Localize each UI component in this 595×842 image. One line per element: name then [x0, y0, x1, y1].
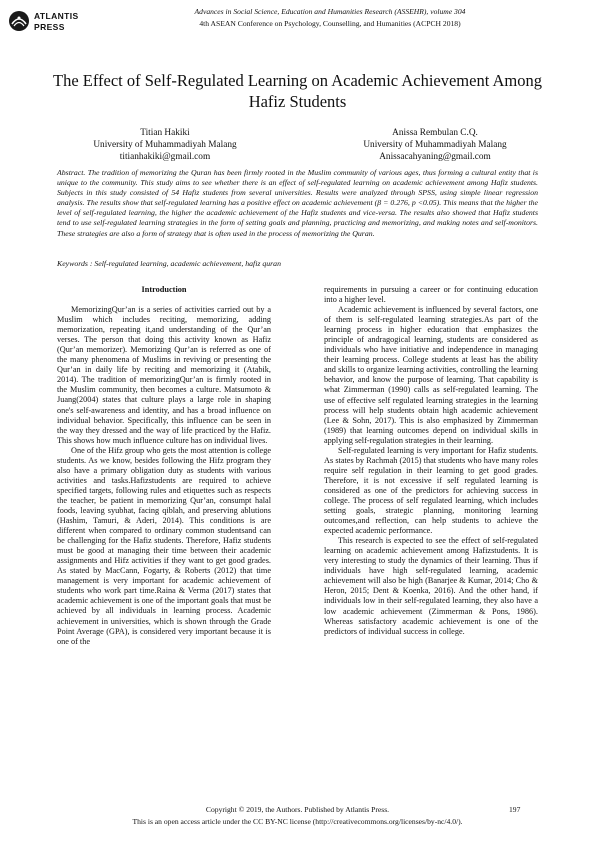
author-block-1: [50, 127, 280, 163]
paragraph: This research is expected to see the effect of self-regulated learning on academic achievement among Hafizstudents. It is very interesting to study the dynamics of their learning. Thus if individuals have high self-regulated learning, academic achievement will also be high (Banarjee & Kumar, 2014; Cho & Heron, 2015; Dent & Koenka, 2016). And the other hand, if individuals low in their self-regulated learning, they also have a low academic achievement (Zimmerman & Pons, 1986). Whereas satisfactory academic achievement is one of the predictors of individual success in college.: [324, 536, 538, 636]
author-email[interactable]: titianhakiki@gmail.com: [119, 152, 211, 162]
abstract: Abstract. The tradition of memorizing the Quran has been firmly rooted in the Muslim community of various ages, thus forming a cultural entity that is unique to the community. This study aims to see whether there is an effect of self-regulated learning on academic achievement among Hafiz students. Subjects in this study consisted of 54 Hafiz students from several universities. Results were analyzed through SPSS, using simple linear regression analysis. The results show that self-regulated learning has a positive effect on academic achievement (β = 0.276, p <0.05). This means that the higher the level of self-regulated learning, the higher the academic achievement of the Hafiz students and vice-versa. The results also showed that Hafiz students tend to use self-regulated learning strategies in the form of setting goals and planning, practicing and memorizing, and making notes and self-monitors. These strategies are also a form of strategy that is often used in the process of memorizing the Quran.: [57, 168, 538, 238]
logo-line-2: PRESS: [34, 22, 65, 32]
author-block-2: [320, 127, 550, 163]
journal-header: Advances in Social Science, Education and Humanities Research (ASSEHR), volume 304: [194, 7, 466, 16]
footer-license[interactable]: This is an open access article under the CC BY-NC license (http://creativecommons.org/licenses/by-nc/4.0/).: [132, 817, 463, 826]
paragraph: MemorizingQur’an is a series of activities carried out by a Muslim which includes reciting, memorizing, adding memorization, repeating it,and understanding of the Qur’an verses. The person that doing this activity known as Hafiz (Qur’an memorizer). Memorizing Qur’an is referred as one of the many phenomena of Muslims in reviving or presenting the Qur’an in daily life by reciting and memorizing it (Atabik, 2014). The tradition of memorizingQur’an is firmly rooted in the Muslim community, then becomes a culture. Matsumoto & Juang(2004) states that culture plays a large role in shaping one's self-awareness and identity, and has a broad influence on individual behavior. Specifically, this influence can be seen in the way they dressed and the way of life practiced by the Hafiz. This shows how much influence culture has on individual lives.: [57, 305, 271, 445]
paragraph: One of the Hifz group who gets the most attention is college students. As we know, besides following the Hifz program they also have a primary obligation duty as students with various activities and tasks.Hafizstudents are required to achieve specified targets, following rules and etiquettes such as respects the teacher, be patient in memorizing Qur’an, consumpt halal foods, leaving syubhat, facing qiblah, and preserving ablutions (Hashim, Tamuri, & Aderi, 2014). This conditions is are different when compared to ordinary common studentsand can be challenging for the Hafiz students. Therefore, Hafiz students must be good at managing their time between their academic assignments and Hifz activities if they want to get good grades. As stated by MacCann, Fogarty, & Roberts (2012) that time management is very important for academic achievement of students who work part time.Raina & Verma (2017) states that academic achievement is one of the important goals that must be achieved by all individuals in learning process. Academic achievement in universities, which is shown through the Grade Point Average (GPA), is considered very important because it is one of the: [57, 445, 271, 646]
conference-header: 4th ASEAN Conference on Psychology, Counselling, and Humanities (ACPCH 2018): [199, 19, 461, 28]
paragraph: requirements in pursuing a career or for continuing education into a higher level.: [324, 285, 538, 305]
keywords: Keywords : Self-regulated learning, academic achievement, hafiz quran: [57, 259, 281, 268]
paragraph: Self-regulated learning is very important for Hafiz students. As states by Rachmah (2015) that students who have many roles require self regulation in their learning to get good grades. Therefore, it is not excessive if self regulated learning is considered as one of the predictors for achieving success in college. The process of self regulated learning, which includes setting goals, strategic planning, monitoring learning outcomes,and reflection, can help students to achieve the expected academic performance.: [324, 445, 538, 536]
footer-copyright: Copyright © 2019, the Authors. Published by Atlantis Press.: [205, 805, 390, 814]
author-affiliation: University of Muhammadiyah Malang: [93, 140, 237, 150]
section-title: Introduction: [141, 285, 187, 294]
atlantis-press-logo: [8, 8, 98, 38]
logo-wordmark: [34, 11, 79, 33]
paragraph: Academic achievement is influenced by several factors, one of them is self-regulated learning strategies.As part of the learning process in higher education that emphasizes the principle of andragogical learning, students are considered as individuals who have initiative and independence in managing their learning process. College students at least has the ability and skills to organize learning activities, controlling the learning behavior, and know the purpose of learning. That capability is what Zimmerman (1990) calls as self-regulated learning. The use of effective self regulated learning strategies in the learning process will help students obtain high academic achievement (Lee & Sohn, 2017). This is also emphasized by Zimmerman (1989) that learning outcomes depend on individual skills in applying self-regulation strategies in their learning.: [324, 305, 538, 445]
author-name: Titian Hakiki: [140, 128, 190, 138]
author-name: Anissa Rembulan C.Q.: [392, 128, 478, 138]
body-column-right: [324, 285, 538, 637]
logo-line-1: ATLANTIS: [34, 11, 79, 21]
author-affiliation: University of Muhammadiyah Malang: [363, 140, 507, 150]
page-number: 197: [509, 805, 521, 814]
paper-title: The Effect of Self-Regulated Learning on Academic Achievement Among Hafiz Students: [52, 71, 543, 111]
body-column-left: [57, 285, 271, 647]
atlantis-logo-icon: [8, 10, 30, 32]
author-email[interactable]: Anissacahyaning@gmail.com: [379, 152, 491, 162]
